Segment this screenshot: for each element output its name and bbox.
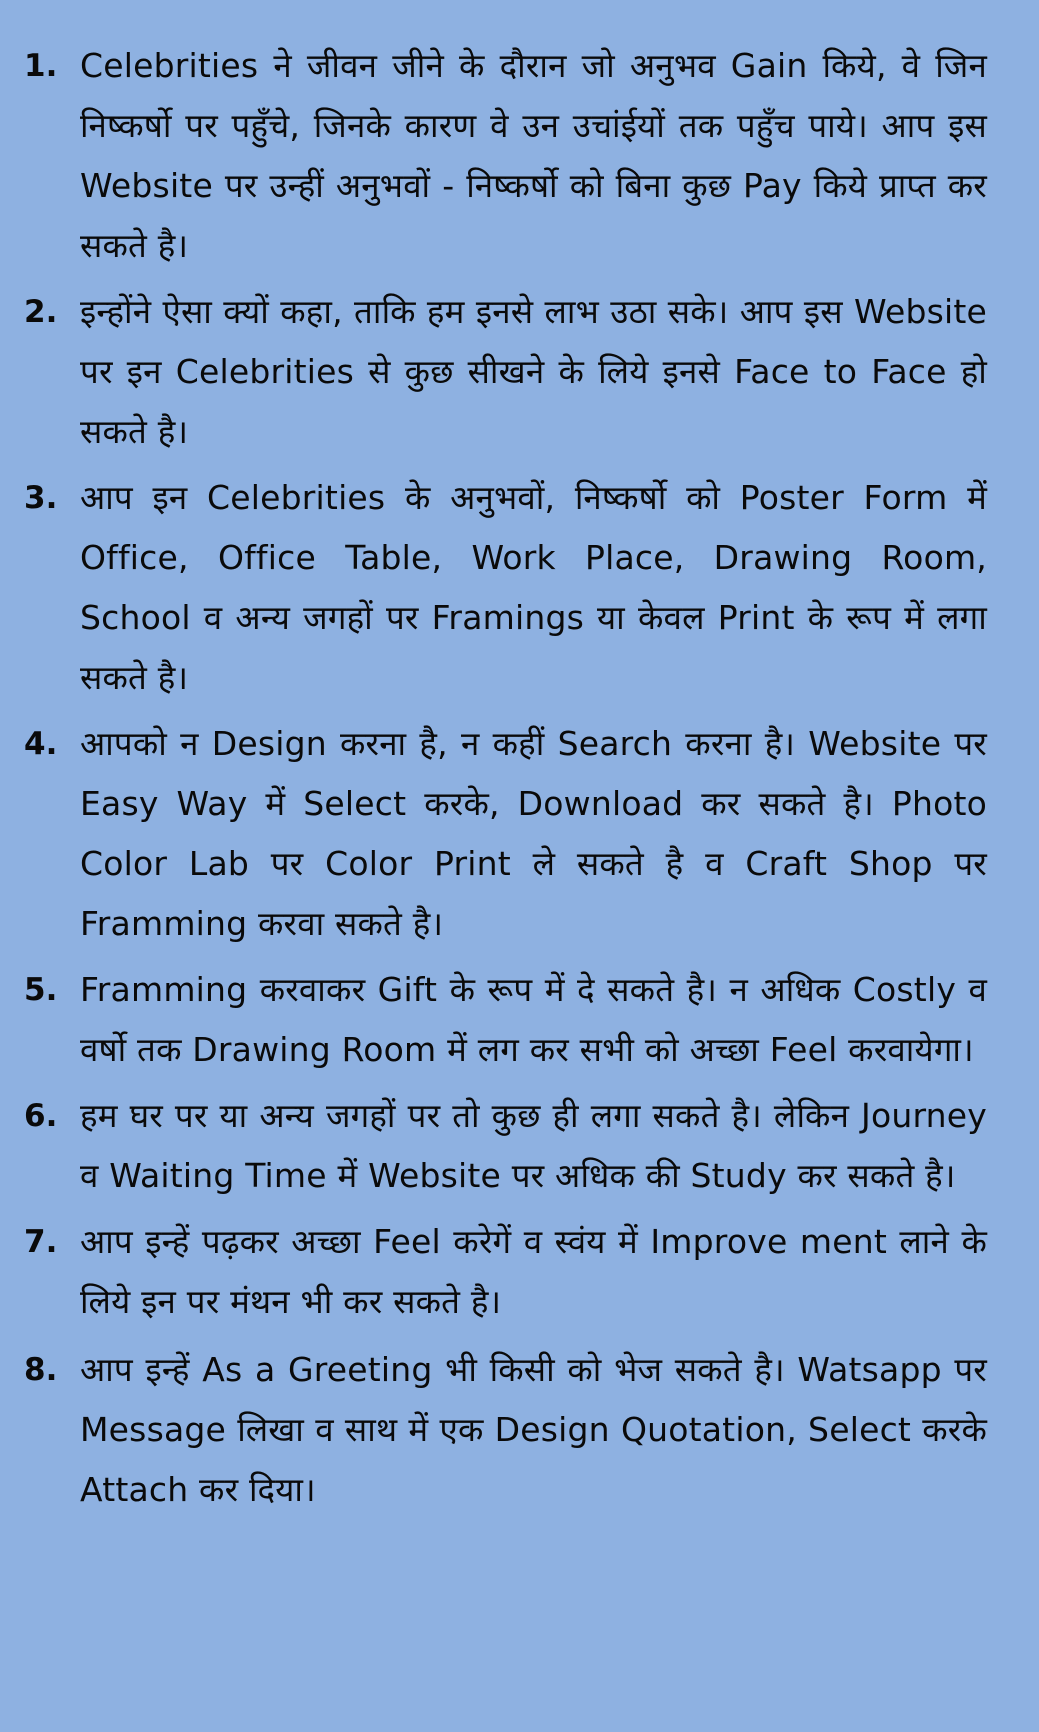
- item-number: 2.: [24, 294, 58, 330]
- list-item: [24, 1212, 987, 1332]
- item-number: 7.: [24, 1224, 58, 1260]
- item-number: 4.: [24, 726, 58, 762]
- item-text: आप इन्हें As a Greeting भी किसी को भेज सकते है। Watsapp पर Message लिखा व साथ में एक Design Quotation, Select करके Attach कर दिया।: [80, 1350, 987, 1509]
- item-number: 3.: [24, 480, 58, 516]
- item-text: हम घर पर या अन्य जगहों पर तो कुछ ही लगा सकते है। लेकिन Journey व Waiting Time में Website पर अधिक की Study कर सकते है।: [80, 1096, 987, 1195]
- numbered-list: [24, 36, 987, 1520]
- list-item: [24, 282, 987, 462]
- list-item: [24, 36, 987, 276]
- item-text: Celebrities ने जीवन जीने के दौरान जो अनुभव Gain किये, वे जिन निष्कर्षो पर पहुँचे, जिनके कारण वे उन उचांईयों तक पहुँच पाये। आप इस Website पर उन्हीं अनुभवों - निष्कर्षो को बिना कुछ Pay किये प्राप्त कर सकते है।: [80, 46, 987, 265]
- item-number: 6.: [24, 1098, 58, 1134]
- item-text: इन्होंने ऐसा क्यों कहा, ताकि हम इनसे लाभ उठा सके। आप इस Website पर इन Celebrities से कुछ सीखने के लिये इनसे Face to Face हो सकते है।: [80, 292, 987, 451]
- list-item: [24, 960, 987, 1080]
- list-item: [24, 468, 987, 708]
- item-text: आप इन Celebrities के अनुभवों, निष्कर्षो को Poster Form में Office, Office Table, Work Place, Drawing Room, School व अन्य जगहों पर Framings या केवल Print के रूप में लगा सकते है।: [80, 478, 987, 697]
- item-number: 8.: [24, 1352, 58, 1388]
- item-text: आप इन्हें पढ़कर अच्छा Feel करेगें व स्वंय में Improve ment लाने के लिये इन पर मंथन भी कर सकते है।: [80, 1222, 987, 1321]
- item-number: 5.: [24, 972, 58, 1008]
- list-item: [24, 1086, 987, 1206]
- item-text: आपको न Design करना है, न कहीं Search करना है। Website पर Easy Way में Select करके, Download कर सकते है। Photo Color Lab पर Color Print ले सकते है व Craft Shop पर Framming करवा सकते है।: [80, 724, 987, 943]
- item-number: 1.: [24, 48, 58, 84]
- list-item: [24, 1340, 987, 1520]
- list-item: [24, 714, 987, 954]
- item-text: Framming करवाकर Gift के रूप में दे सकते है। न अधिक Costly व वर्षो तक Drawing Room में लग कर सभी को अच्छा Feel करवायेगा।: [80, 970, 987, 1069]
